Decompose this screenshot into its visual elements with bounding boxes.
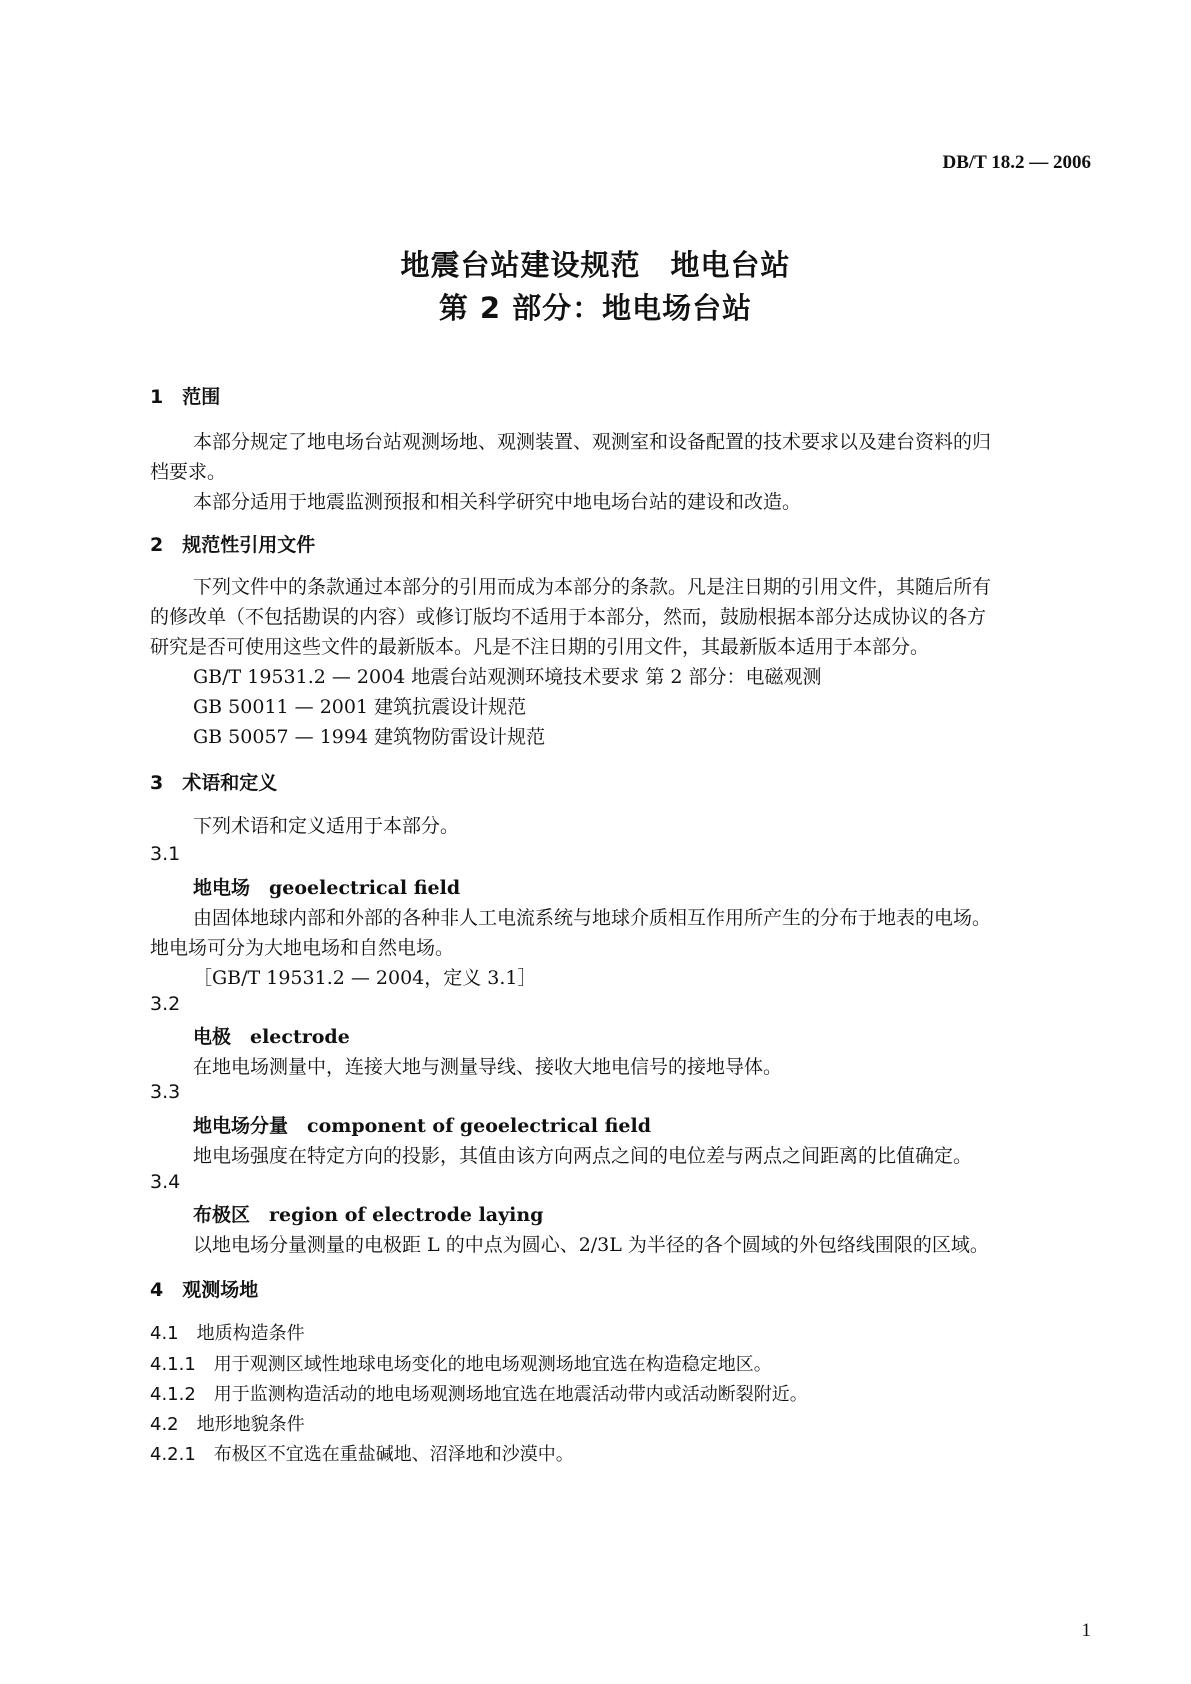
term-definition: 在地电场测量中，连接大地与测量导线、接收大地电信号的接地导体。 bbox=[193, 1056, 783, 1078]
term-title: 布极区 region of electrode laying bbox=[193, 1204, 544, 1226]
subsection-heading: 4.1 地质构造条件 bbox=[150, 1323, 305, 1344]
reference-item: GB 50011 — 2001 建筑抗震设计规范 bbox=[193, 696, 527, 718]
section-2-para-1a: 下列文件中的条款通过本部分的引用而成为本部分的条款。凡是注日期的引用文件，其随后所有 bbox=[193, 576, 992, 598]
term-source: ［GB/T 19531.2 — 2004，定义 3.1］ bbox=[193, 967, 537, 989]
page-title-line1: 地震台站建设规范 地电台站 bbox=[400, 248, 791, 282]
section-2-heading: 2 规范性引用文件 bbox=[150, 534, 316, 556]
term-title: 地电场 geoelectrical field bbox=[193, 877, 461, 899]
reference-item: GB/T 19531.2 — 2004 地震台站观测环境技术要求 第 2 部分：电磁观测 bbox=[193, 666, 822, 688]
clause: 4.1.2 用于监测构造活动的地电场观测场地宜选在地震活动带内或活动断裂附近。 bbox=[150, 1384, 808, 1405]
page-title-line2: 第 2 部分：地电场台站 bbox=[438, 291, 753, 325]
term-number: 3.4 bbox=[150, 1171, 181, 1193]
term-definition-cont: 地电场可分为大地电场和自然电场。 bbox=[150, 937, 455, 959]
clause: 4.1.1 用于观测区域性地球电场变化的地电场观测场地宜选在构造稳定地区。 bbox=[150, 1354, 772, 1375]
section-1-para-1b: 档要求。 bbox=[150, 461, 227, 483]
term-definition: 以地电场分量测量的电极距 L 的中点为圆心、2/3L 为半径的各个圆域的外包络线围限的区域。 bbox=[193, 1234, 989, 1256]
subsection-heading: 4.2 地形地貌条件 bbox=[150, 1414, 305, 1435]
section-1-heading: 1 范围 bbox=[150, 386, 221, 408]
page-number: 1 bbox=[1081, 1620, 1091, 1641]
term-number: 3.2 bbox=[150, 993, 181, 1015]
section-3-heading: 3 术语和定义 bbox=[150, 772, 278, 794]
section-1-para-1a: 本部分规定了地电场台站观测场地、观测装置、观测室和设备配置的技术要求以及建台资料的归 bbox=[193, 431, 992, 453]
section-2-para-1c: 研究是否可使用这些文件的最新版本。凡是不注日期的引用文件，其最新版本适用于本部分。 bbox=[150, 636, 930, 658]
section-4-heading: 4 观测场地 bbox=[150, 1279, 259, 1301]
section-1-para-2: 本部分适用于地震监测预报和相关科学研究中地电场台站的建设和改造。 bbox=[193, 491, 802, 513]
term-title: 电极 electrode bbox=[193, 1026, 350, 1048]
reference-item: GB 50057 — 1994 建筑物防雷设计规范 bbox=[193, 726, 546, 748]
term-number: 3.3 bbox=[150, 1081, 181, 1103]
clause: 4.2.1 布极区不宜选在重盐碱地、沼泽地和沙漠中。 bbox=[150, 1444, 574, 1465]
term-definition: 地电场强度在特定方向的投影，其值由该方向两点之间的电位差与两点之间距离的比值确定。 bbox=[193, 1145, 973, 1167]
term-definition: 由固体地球内部和外部的各种非人工电流系统与地球介质相互作用所产生的分布于地表的电场。 bbox=[193, 907, 992, 929]
section-3-intro: 下列术语和定义适用于本部分。 bbox=[193, 815, 460, 837]
term-title: 地电场分量 component of geoelectrical field bbox=[193, 1115, 652, 1137]
term-number: 3.1 bbox=[150, 843, 181, 865]
section-2-para-1b: 的修改单（不包括勘误的内容）或修订版均不适用于本部分，然而，鼓励根据本部分达成协议的各方 bbox=[150, 606, 987, 628]
document-code: DB/T 18.2 — 2006 bbox=[942, 152, 1091, 173]
